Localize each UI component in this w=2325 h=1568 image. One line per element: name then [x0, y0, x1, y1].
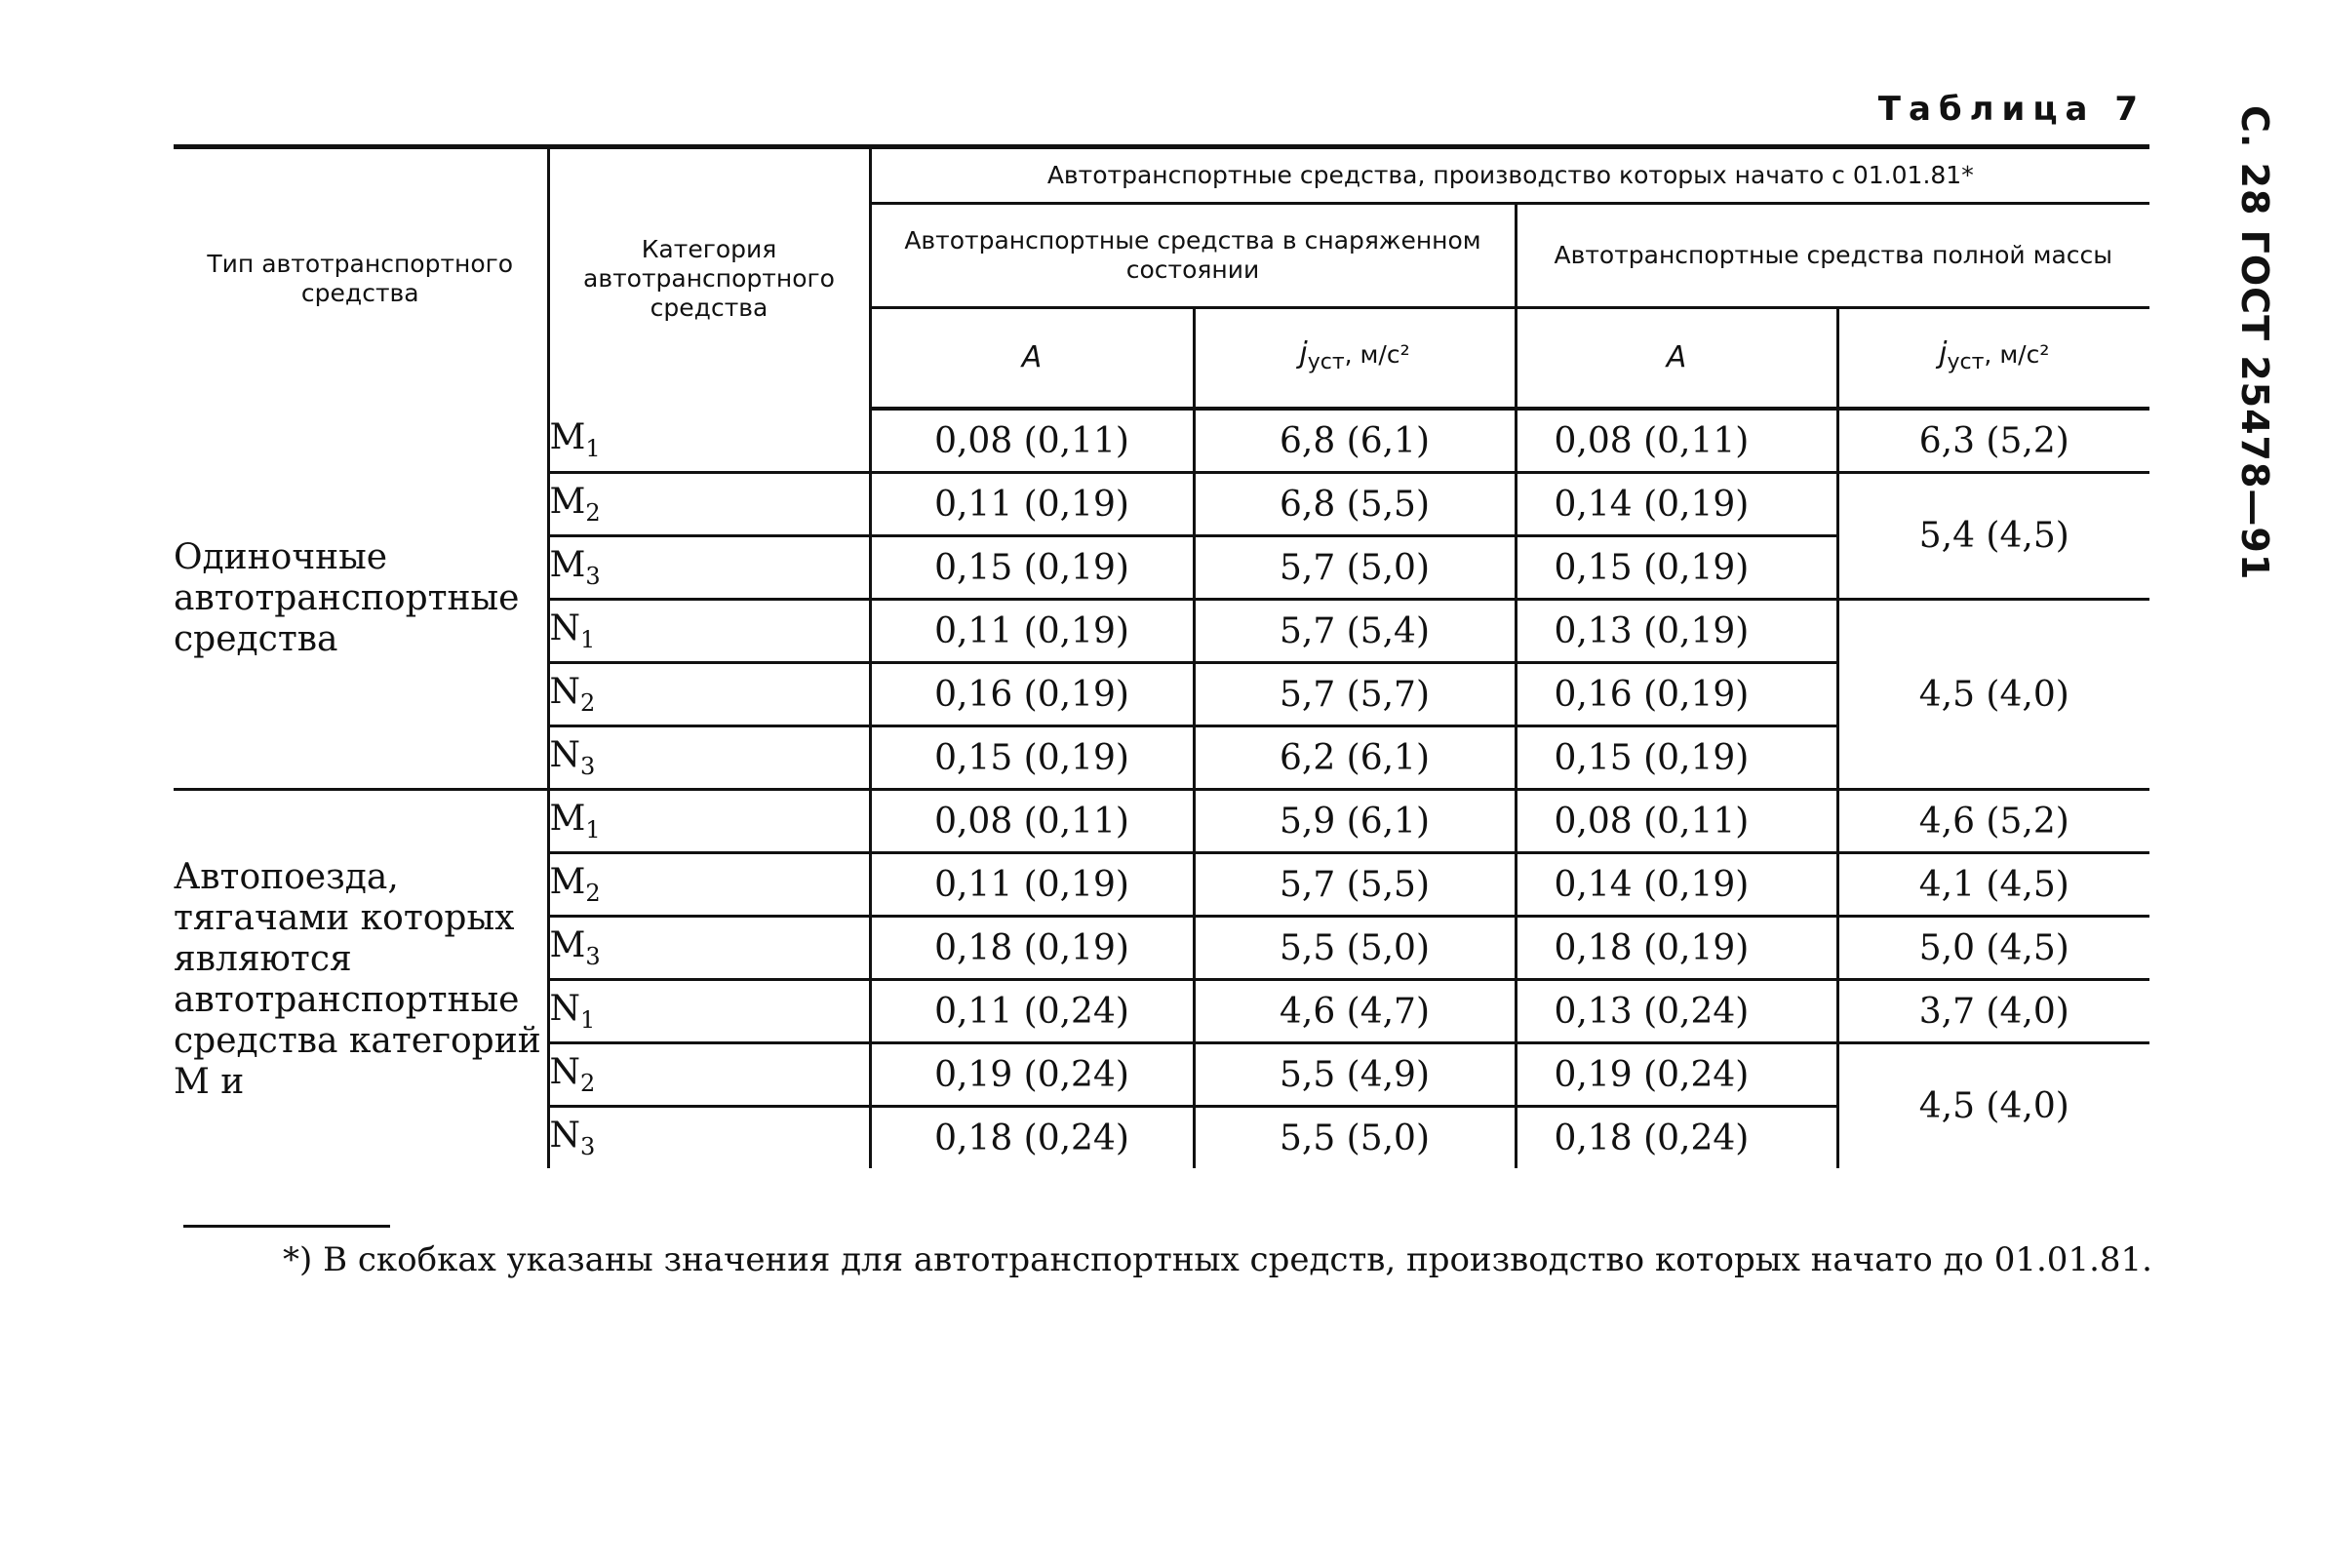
- j-curb-cell: 5,5 (5,0): [1194, 917, 1516, 980]
- j-full-cell: 4,5 (4,0): [1837, 600, 2149, 790]
- header-j-curb: [1194, 308, 1516, 410]
- category-cell: $N_2$: [548, 1043, 870, 1107]
- header-j-full: [1837, 308, 2149, 410]
- category-cell: $N_3$: [548, 726, 870, 790]
- category-cell: $N_1$: [548, 600, 870, 663]
- category-cell: $M_1$: [548, 790, 870, 853]
- a-curb-cell: 0,18 (0,24): [870, 1107, 1194, 1169]
- a-full-cell: 0,18 (0,24): [1516, 1107, 1837, 1169]
- a-curb-cell: 0,15 (0,19): [870, 726, 1194, 790]
- j-curb-cell: 5,7 (5,4): [1194, 600, 1516, 663]
- category-cell: $M_2$: [548, 473, 870, 536]
- j-curb-cell: 6,8 (5,5): [1194, 473, 1516, 536]
- header-category: Категория автотранспортного средства: [548, 147, 870, 410]
- j-full-cell: 6,3 (5,2): [1837, 409, 2149, 473]
- j-full-cell: 4,5 (4,0): [1837, 1043, 2149, 1169]
- header-curb-weight: Автотранспортные средства в снаряженном состоянии: [870, 204, 1516, 308]
- category-cell: $M_1$: [548, 409, 870, 473]
- a-curb-cell: 0,11 (0,24): [870, 980, 1194, 1043]
- a-full-cell: 0,15 (0,19): [1516, 536, 1837, 600]
- a-curb-cell: 0,11 (0,19): [870, 853, 1194, 917]
- a-full-cell: 0,14 (0,19): [1516, 853, 1837, 917]
- header-j-unit: , м/с²: [1344, 339, 1410, 369]
- j-full-cell: 5,0 (4,5): [1837, 917, 2149, 980]
- table-row: [174, 790, 2149, 853]
- a-curb-cell: 0,11 (0,19): [870, 473, 1194, 536]
- a-full-cell: 0,13 (0,19): [1516, 600, 1837, 663]
- category-cell: $M_3$: [548, 917, 870, 980]
- footnote: *) В скобках указаны значения для автотранспортных средств, производство которых начато до 01.01.81.: [283, 1240, 2152, 1279]
- header-j-symbol: j: [1939, 335, 1948, 371]
- table-title: Таблица 7: [1877, 90, 2146, 129]
- header-j-subscript: уст: [1307, 349, 1345, 374]
- table-body: [174, 409, 2149, 1168]
- footnote-divider: [183, 1225, 390, 1228]
- header-full-weight: Автотранспортные средства полной массы: [1516, 204, 2149, 308]
- header-production-group: Автотранспортные средства, производство которых начато с 01.01.81*: [870, 147, 2149, 204]
- j-curb-cell: 5,7 (5,7): [1194, 663, 1516, 726]
- a-curb-cell: 0,18 (0,19): [870, 917, 1194, 980]
- category-cell: $N_3$: [548, 1107, 870, 1169]
- j-curb-cell: 5,7 (5,5): [1194, 853, 1516, 917]
- header-a-full: A: [1516, 308, 1837, 410]
- j-full-cell: 5,4 (4,5): [1837, 473, 2149, 600]
- a-full-cell: 0,14 (0,19): [1516, 473, 1837, 536]
- table-row: [174, 409, 2149, 473]
- j-full-cell: 4,1 (4,5): [1837, 853, 2149, 917]
- j-curb-cell: 5,5 (5,0): [1194, 1107, 1516, 1169]
- a-full-cell: 0,19 (0,24): [1516, 1043, 1837, 1107]
- a-full-cell: 0,08 (0,11): [1516, 790, 1837, 853]
- a-curb-cell: 0,08 (0,11): [870, 790, 1194, 853]
- side-page-header: [2233, 105, 2276, 581]
- j-curb-cell: 5,5 (4,9): [1194, 1043, 1516, 1107]
- a-curb-cell: 0,08 (0,11): [870, 409, 1194, 473]
- vehicle-type-single: Одиночные автотранспортные средства: [174, 536, 520, 659]
- table-header: [174, 147, 2149, 410]
- j-curb-cell: 5,9 (6,1): [1194, 790, 1516, 853]
- category-cell: $N_1$: [548, 980, 870, 1043]
- j-full-cell: 3,7 (4,0): [1837, 980, 2149, 1043]
- j-full-cell: 4,6 (5,2): [1837, 790, 2149, 853]
- side-page-header-text: С. 28 ГОСТ 25478—91: [2233, 105, 2276, 581]
- a-full-cell: 0,18 (0,19): [1516, 917, 1837, 980]
- a-curb-cell: 0,11 (0,19): [870, 600, 1194, 663]
- a-full-cell: 0,16 (0,19): [1516, 663, 1837, 726]
- j-curb-cell: 6,8 (6,1): [1194, 409, 1516, 473]
- header-j-symbol: j: [1299, 335, 1308, 371]
- data-table: [174, 144, 2149, 1168]
- category-cell: $M_3$: [548, 536, 870, 600]
- a-curb-cell: 0,19 (0,24): [870, 1043, 1194, 1107]
- header-j-unit: , м/с²: [1984, 339, 2050, 369]
- category-cell: $M_2$: [548, 853, 870, 917]
- header-vehicle-type: Тип автотранспортного средства: [174, 147, 548, 410]
- j-curb-cell: 5,7 (5,0): [1194, 536, 1516, 600]
- j-curb-cell: 4,6 (4,7): [1194, 980, 1516, 1043]
- a-curb-cell: 0,15 (0,19): [870, 536, 1194, 600]
- j-curb-cell: 6,2 (6,1): [1194, 726, 1516, 790]
- header-a-curb: A: [870, 308, 1194, 410]
- a-full-cell: 0,08 (0,11): [1516, 409, 1837, 473]
- a-full-cell: 0,15 (0,19): [1516, 726, 1837, 790]
- a-curb-cell: 0,16 (0,19): [870, 663, 1194, 726]
- category-cell: $N_2$: [548, 663, 870, 726]
- a-full-cell: 0,13 (0,24): [1516, 980, 1837, 1043]
- vehicle-type-road-trains: Автопоезда, тягачами которых являются автотранспортные средства категорий М и: [174, 790, 548, 1169]
- header-j-subscript: уст: [1947, 349, 1985, 374]
